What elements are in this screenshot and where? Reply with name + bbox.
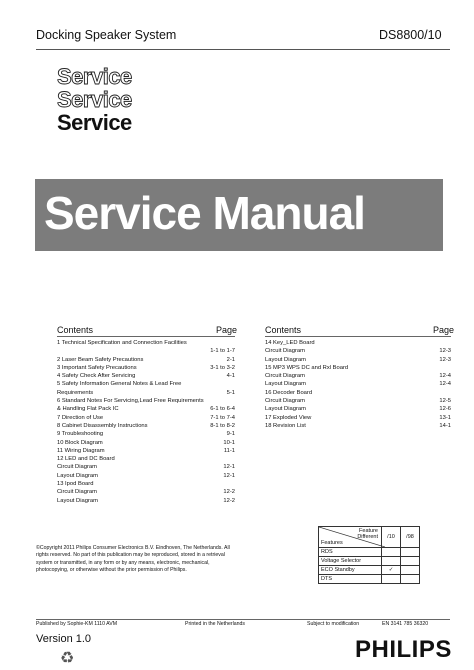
- features-label: Features: [321, 540, 343, 546]
- toc-left-row: [57, 463, 235, 471]
- toc-left-row: [57, 347, 235, 355]
- toc-entry-title: Layout Diagram: [57, 497, 98, 504]
- toc-entry-title: Circuit Diagram: [265, 348, 305, 355]
- feature-row: [319, 557, 420, 566]
- toc-left-row: [57, 339, 235, 347]
- feature-check: [401, 548, 420, 557]
- toc-entry-title: 7 Direction of Use: [57, 414, 104, 421]
- toc-right-page-heading: Page: [433, 325, 455, 335]
- toc-entry-title: 6 Standard Notes For Servicing,Lead Free Requirements: [57, 398, 204, 405]
- toc-entry-title: 8 Cabinet Disassembly Instructions: [57, 422, 148, 429]
- toc-right-row: [265, 389, 451, 397]
- toc-entry-page: 13-1: [439, 414, 451, 421]
- toc-entry-title: Layout Diagram: [265, 406, 306, 413]
- toc-left-row: [57, 397, 235, 405]
- toc-right-row: [265, 397, 451, 405]
- toc-left-row: [57, 372, 235, 380]
- feature-check: [382, 548, 401, 557]
- toc-entry-title: 18 Revision List: [265, 422, 306, 429]
- toc-entry-title: 13 Ipod Board: [57, 481, 94, 488]
- toc-left-row: [57, 422, 235, 430]
- toc-entry-title: 9 Troubleshooting: [57, 431, 104, 438]
- toc-entry-page: 1-1 to 1-7: [210, 348, 235, 355]
- recycle-icon: ♻: [60, 650, 75, 667]
- toc-right-row: [265, 364, 451, 372]
- toc-entry-title: 14 Key_LED Board: [265, 340, 315, 346]
- feature-check: [401, 566, 420, 575]
- toc-entry-page: 14-1: [439, 422, 451, 429]
- feature-corner-cell: [319, 527, 382, 548]
- service-outline-1: Service: [57, 64, 132, 89]
- toc-left-heading: Contents: [57, 325, 94, 335]
- toc-left-row: [57, 380, 235, 388]
- toc-left-row: [57, 430, 235, 438]
- toc-entry-page: 2-1: [226, 356, 235, 363]
- toc-left-row: [57, 497, 235, 505]
- feature-row: [319, 548, 420, 557]
- toc-entry-title: Circuit Diagram: [57, 464, 97, 471]
- toc-left-divider: [57, 336, 235, 337]
- toc-entry-page: 12-5: [439, 398, 451, 405]
- toc-entry-page: 12-1: [223, 464, 235, 471]
- document-subject: Docking Speaker System: [36, 28, 177, 42]
- service-solid: Service: [57, 110, 132, 135]
- toc-right-list: [265, 339, 451, 430]
- toc-entry-page: 11-1: [223, 447, 235, 454]
- toc-entry-page: 12-4: [439, 373, 451, 380]
- feature-name: DTS: [319, 575, 382, 584]
- toc-right-row: [265, 405, 451, 413]
- toc-entry-page: 12-1: [223, 472, 235, 479]
- toc-entry-page: 4-1: [226, 373, 235, 380]
- toc-left-row: [57, 356, 235, 364]
- toc-left-row: [57, 414, 235, 422]
- feature-table: [318, 526, 420, 584]
- toc-entry-title: 12 LED and DC Board: [57, 456, 115, 463]
- toc-entry-title: Circuit Diagram: [265, 373, 305, 380]
- toc-entry-title: 11 Wiring Diagram: [57, 447, 105, 454]
- toc-entry-page: 10-1: [223, 439, 235, 446]
- footer-divider: [36, 619, 450, 620]
- toc-left-page-heading: Page: [216, 325, 238, 335]
- toc-entry-page: 9-1: [226, 431, 235, 438]
- toc-entry-title: 1 Technical Specification and Connection Facilities: [57, 340, 187, 346]
- toc-entry-title: Layout Diagram: [265, 381, 306, 388]
- toc-entry-page: 6-1 to 6-4: [210, 406, 235, 413]
- toc-entry-title: Layout Diagram: [265, 356, 306, 363]
- toc-entry-page: 12-2: [223, 497, 235, 504]
- toc-entry-page: 3-1 to 3-2: [210, 364, 235, 371]
- toc-entry-page: 7-1 to 7-4: [210, 414, 235, 421]
- toc-entry-page: 12-4: [439, 381, 451, 388]
- toc-entry-title: 4 Safety Check After Servicing: [57, 373, 136, 380]
- feature-check: [401, 557, 420, 566]
- toc-entry-title: & Handling Flat Pack IC: [57, 406, 119, 413]
- toc-left-row: [57, 472, 235, 480]
- toc-entry-page: 12-6: [439, 406, 451, 413]
- toc-left-row: [57, 389, 235, 397]
- toc-left-row: [57, 364, 235, 372]
- toc-right-row: [265, 347, 451, 355]
- toc-right-row: [265, 372, 451, 380]
- toc-entry-page: 12-3: [439, 356, 451, 363]
- toc-left-row: [57, 447, 235, 455]
- feature-name: RDS: [319, 548, 382, 557]
- service-outline-2: Service: [57, 87, 132, 112]
- col-10-header: /10: [382, 527, 401, 548]
- toc-entry-page: 8-1 to 8-2: [210, 422, 235, 429]
- toc-entry-title: Layout Diagram: [57, 472, 98, 479]
- toc-entry-title: 5 Safety Information General Notes & Lead Free: [57, 381, 182, 388]
- toc-entry-title: 16 Decoder Board: [265, 389, 313, 396]
- feature-name: Voltage Selector: [319, 557, 382, 566]
- document-code: EN 3141 785 36320: [382, 621, 429, 627]
- feature-check: [382, 575, 401, 584]
- toc-entry-title: Requirements: [57, 389, 94, 396]
- toc-left-row: [57, 455, 235, 463]
- version-label: Version 1.0: [36, 633, 92, 645]
- subject-to-modification: Subject to modification: [307, 621, 360, 627]
- model-number: DS8800/10: [379, 28, 442, 42]
- feature-check: ✓: [382, 566, 401, 575]
- published-by: Published by Sophie-KM 1110 AVM: [36, 621, 118, 627]
- toc-entry-page: 12-2: [223, 489, 235, 496]
- feature-row: [319, 566, 420, 575]
- toc-entry-page: 5-1: [226, 389, 235, 396]
- col-98-header: /98: [401, 527, 420, 548]
- toc-entry-title: Circuit Diagram: [57, 489, 97, 496]
- toc-left-row: [57, 488, 235, 496]
- feature-label: Feature: [359, 528, 378, 534]
- toc-right-row: [265, 356, 451, 364]
- manual-title: Service Manual: [44, 187, 365, 239]
- toc-left-row: [57, 405, 235, 413]
- feature-row: [319, 575, 420, 584]
- toc-right-row: [265, 414, 451, 422]
- toc-entry-title: 17 Exploded View: [265, 414, 312, 421]
- toc-left-row: [57, 439, 235, 447]
- toc-right-divider: [265, 336, 451, 337]
- toc-entry-title: 3 Important Safety Precautions: [57, 364, 137, 371]
- toc-right-heading: Contents: [265, 325, 302, 335]
- copyright-notice: ©Copyright 2011 Philips Consumer Electronics B.V. Eindhoven, The Netherlands. All rights reserved. No part of this publication may be reproduced, stored in a retrieval system or transmitted, in any form or by any means, electronic, mechanical, photocopying, or otherwise without the prior permission of Philips.: [36, 545, 230, 573]
- toc-left-list: [57, 339, 235, 505]
- different-label: Different: [357, 534, 378, 540]
- toc-entry-title: 15 MP3 WPS DC and Rxl Board: [265, 364, 349, 371]
- header-divider: [36, 49, 450, 50]
- printed-in: Printed in the Netherlands: [185, 621, 245, 627]
- toc-right-row: [265, 380, 451, 388]
- toc-entry-page: 12-3: [439, 348, 451, 355]
- toc-entry-title: 10 Block Diagram: [57, 439, 103, 446]
- feature-check: [382, 557, 401, 566]
- toc-right-row: [265, 339, 451, 347]
- toc-entry-title: 2 Laser Beam Safety Precautions: [57, 356, 144, 363]
- toc-entry-title: Circuit Diagram: [265, 398, 305, 405]
- toc-right-row: [265, 422, 451, 430]
- feature-check: [401, 575, 420, 584]
- feature-name: ECO Standby: [319, 566, 382, 575]
- toc-left-row: [57, 480, 235, 488]
- philips-logo: PHILIPS: [355, 636, 452, 663]
